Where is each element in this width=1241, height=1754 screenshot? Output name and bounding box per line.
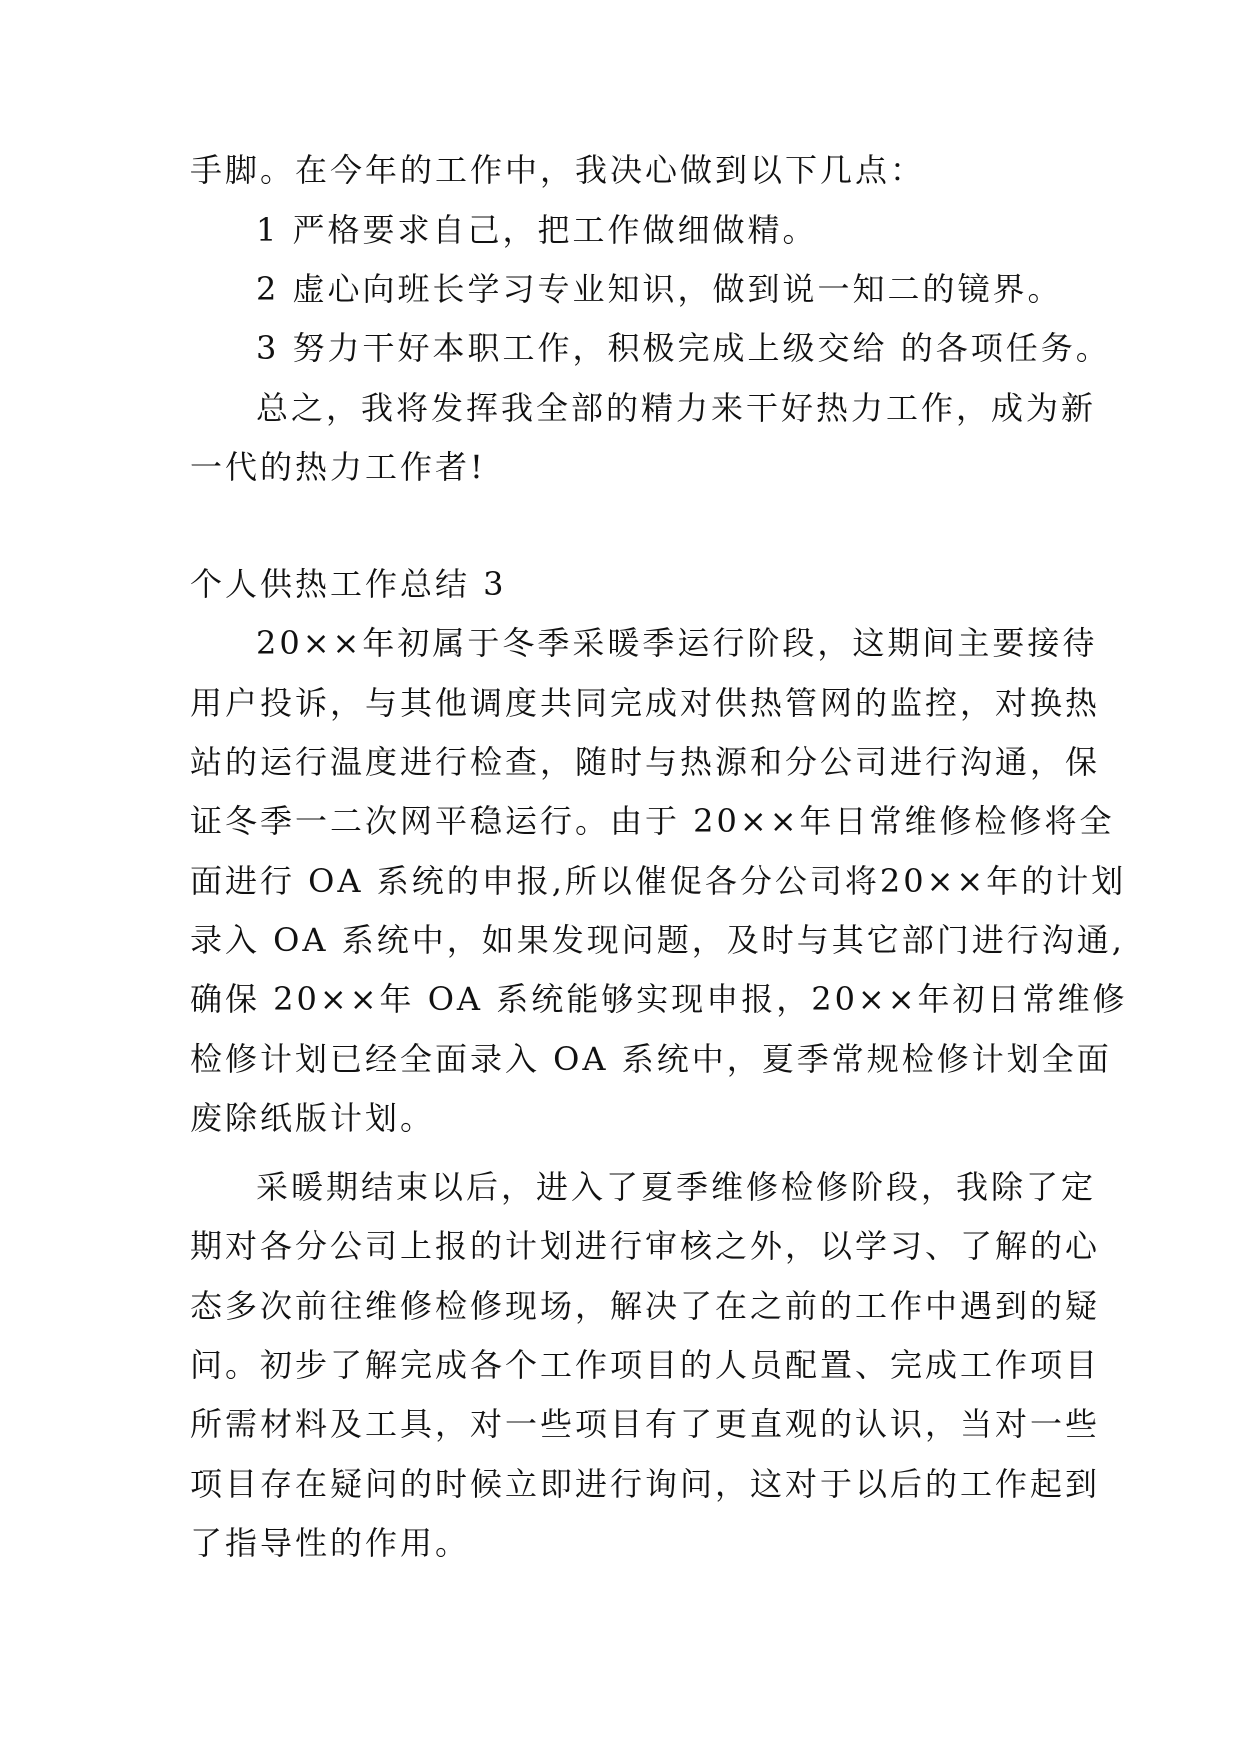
list-item: 3 努力干好本职工作，积极完成上级交给 的各项任务。 [256, 329, 1111, 367]
text-line: 面进行 OA 系统的申报,所以催促各分公司将20××年的计划 [190, 862, 1127, 900]
text-line: 20××年初属于冬季采暖季运行阶段，这期间主要接待 [256, 624, 1098, 662]
text-line: 项目存在疑问的时候立即进行询问，这对于以后的工作起到 [190, 1465, 1101, 1503]
list-item: 1 严格要求自己，把工作做细做精。 [256, 211, 818, 249]
text-line: 录入 OA 系统中，如果发现问题，及时与其它部门进行沟通, [190, 921, 1125, 959]
text-line: 一代的热力工作者! [190, 448, 486, 486]
section-heading: 个人供热工作总结 3 [190, 565, 507, 603]
text-line: 证冬季一二次网平稳运行。由于 20××年日常维修检修将全 [190, 802, 1115, 840]
text-line: 总之，我将发挥我全部的精力来干好热力工作，成为新 [256, 389, 1097, 427]
text-line: 手脚。在今年的工作中，我决心做到以下几点： [190, 151, 926, 189]
text-line: 用户投诉，与其他调度共同完成对供热管网的监控，对换热 [190, 684, 1101, 722]
text-line: 检修计划已经全面录入 OA 系统中，夏季常规检修计划全面 [190, 1040, 1112, 1078]
text-line: 问。初步了解完成各个工作项目的人员配置、完成工作项目 [190, 1346, 1101, 1384]
text-line: 废除纸版计划。 [190, 1099, 436, 1137]
text-line: 了指导性的作用。 [190, 1524, 471, 1562]
text-line: 站的运行温度进行检查，随时与热源和分公司进行沟通，保 [190, 743, 1101, 781]
text-line: 采暖期结束以后，进入了夏季维修检修阶段，我除了定 [256, 1168, 1097, 1206]
list-item: 2 虚心向班长学习专业知识，做到说一知二的镜界。 [256, 270, 1063, 308]
text-line: 期对各分公司上报的计划进行审核之外，以学习、了解的心 [190, 1227, 1101, 1265]
text-line: 态多次前往维修检修现场，解决了在之前的工作中遇到的疑 [190, 1287, 1101, 1325]
text-line: 确保 20××年 OA 系统能够实现申报，20××年初日常维修 [190, 980, 1128, 1018]
text-line: 所需材料及工具，对一些项目有了更直观的认识，当对一些 [190, 1405, 1101, 1443]
